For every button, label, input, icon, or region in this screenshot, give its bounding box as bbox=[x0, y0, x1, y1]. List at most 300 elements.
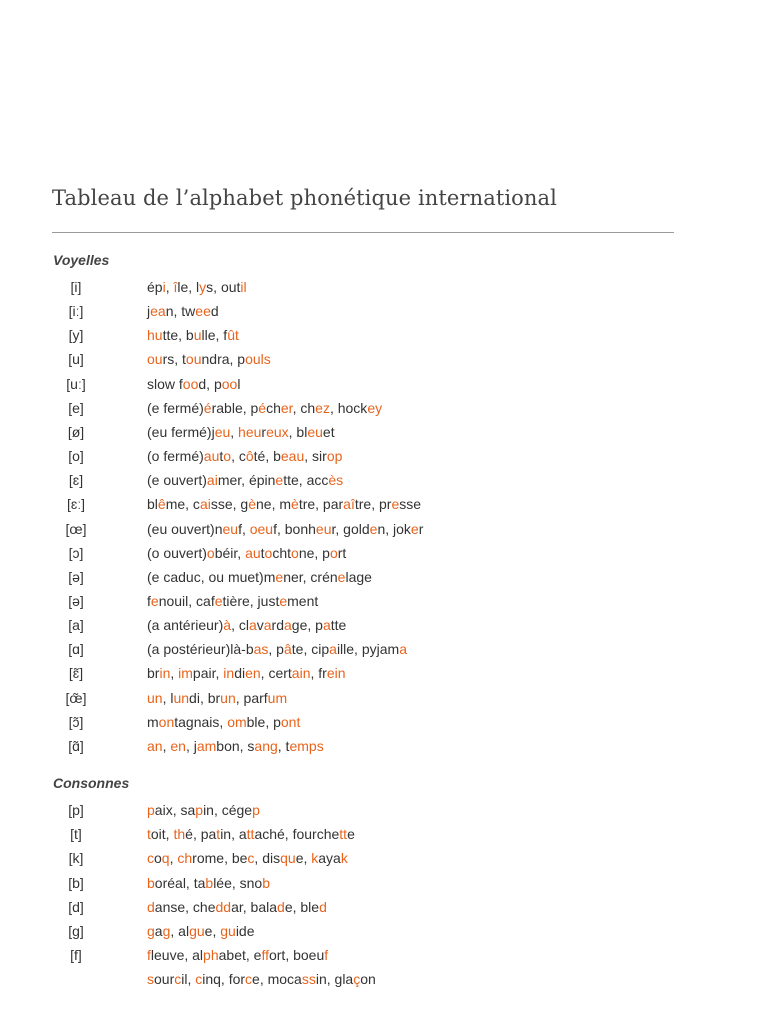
highlighted-letters: oeu bbox=[249, 520, 274, 537]
highlighted-letters: k bbox=[311, 850, 319, 867]
highlighted-letters: am bbox=[196, 737, 217, 754]
plain-letters: (o ouvert) bbox=[147, 544, 207, 561]
plain-letters: ble, p bbox=[246, 713, 281, 730]
highlighted-letters: gu bbox=[189, 922, 205, 939]
plain-letters: lée, sno bbox=[213, 874, 263, 891]
highlighted-letters: op bbox=[326, 448, 343, 464]
highlighted-letters: o bbox=[223, 448, 232, 464]
highlighted-letters: om bbox=[227, 713, 247, 730]
plain-letters: , al bbox=[170, 922, 190, 939]
highlighted-letters: e bbox=[150, 593, 159, 609]
highlighted-letters: e bbox=[369, 520, 378, 537]
table-row bbox=[52, 591, 712, 611]
plain-letters: (eu fermé)j bbox=[147, 423, 215, 440]
plain-letters: tte bbox=[330, 617, 347, 634]
highlighted-letters: q bbox=[161, 850, 170, 867]
table-row bbox=[52, 736, 712, 756]
highlighted-letters: eu bbox=[214, 423, 231, 440]
plain-letters: inq, for bbox=[202, 971, 246, 987]
plain-letters: o bbox=[154, 850, 162, 867]
plain-letters: ille, pyjam bbox=[336, 641, 400, 658]
phonetic-symbol: [e] bbox=[68, 399, 84, 416]
plain-letters: lage bbox=[345, 568, 372, 585]
highlighted-letters: a bbox=[284, 617, 292, 634]
plain-letters: cht bbox=[272, 544, 292, 561]
example-words bbox=[147, 615, 346, 635]
phonetic-symbol: [u] bbox=[68, 351, 84, 368]
highlighted-letters: î bbox=[173, 279, 178, 295]
highlighted-letters: c bbox=[195, 971, 203, 987]
highlighted-letters: gu bbox=[220, 922, 236, 939]
example-words bbox=[147, 639, 407, 659]
highlighted-letters: eux bbox=[266, 423, 289, 440]
plain-letters: ne, p bbox=[298, 544, 330, 561]
highlighted-letters: t bbox=[216, 826, 221, 843]
highlighted-letters: ou bbox=[147, 351, 163, 368]
plain-letters: , p bbox=[268, 641, 284, 658]
plain-letters: ner, crén bbox=[283, 568, 338, 585]
plain-letters: br bbox=[147, 665, 160, 682]
table-row bbox=[52, 921, 712, 941]
plain-letters: , dis bbox=[254, 850, 281, 867]
highlighted-letters: en bbox=[245, 665, 261, 682]
highlighted-letters: oo bbox=[221, 375, 238, 392]
plain-letters: r bbox=[418, 520, 424, 537]
example-words bbox=[147, 349, 271, 369]
table-row bbox=[52, 567, 712, 587]
phonetic-symbol: [ɛ̃] bbox=[68, 665, 84, 682]
highlighted-letters: er bbox=[280, 399, 293, 416]
highlighted-letters: th bbox=[173, 826, 186, 843]
table-row bbox=[52, 824, 712, 844]
table-row bbox=[52, 873, 712, 893]
plain-letters: (e fermé) bbox=[147, 399, 204, 416]
example-words bbox=[147, 398, 382, 418]
highlighted-letters: ez bbox=[315, 399, 330, 416]
phonetic-symbol: [uː] bbox=[66, 375, 86, 392]
plain-letters: oréal, ta bbox=[154, 874, 206, 891]
highlighted-letters: c bbox=[147, 850, 154, 867]
phonetic-symbol: [f] bbox=[70, 946, 82, 963]
table-row bbox=[52, 398, 712, 418]
plain-letters: , bbox=[162, 737, 171, 754]
plain-letters: anse, che bbox=[154, 898, 216, 915]
highlighted-letters: im bbox=[178, 665, 193, 682]
highlighted-letters: a bbox=[322, 617, 331, 634]
example-words bbox=[147, 567, 372, 587]
highlighted-letters: o bbox=[329, 544, 338, 561]
highlighted-letters: e bbox=[275, 568, 284, 585]
plain-letters: (a antérieur) bbox=[147, 617, 224, 634]
plain-letters: té, b bbox=[253, 448, 281, 464]
highlighted-letters: à bbox=[223, 617, 232, 634]
plain-letters: ne, m bbox=[256, 496, 292, 513]
plain-letters: f bbox=[147, 593, 151, 609]
highlighted-letters: e bbox=[279, 593, 288, 609]
highlighted-letters: aî bbox=[343, 496, 355, 513]
plain-letters: leuve, al bbox=[150, 946, 204, 963]
highlighted-letters: k bbox=[340, 850, 348, 867]
plain-letters: pair, bbox=[192, 665, 224, 682]
highlighted-letters: ou bbox=[185, 351, 202, 368]
phonetic-symbol: [ɛ] bbox=[68, 472, 84, 489]
highlighted-letters: ea bbox=[150, 303, 166, 320]
plain-letters: , bbox=[169, 850, 178, 867]
plain-letters: , bbox=[170, 665, 179, 682]
phonetic-symbol: [œ̃] bbox=[65, 689, 87, 706]
plain-letters: , hock bbox=[329, 399, 368, 416]
highlighted-letters: hu bbox=[147, 327, 163, 344]
highlighted-letters: an bbox=[147, 737, 163, 754]
plain-letters: nouil, caf bbox=[158, 593, 215, 609]
plain-letters: ndra, p bbox=[201, 351, 246, 368]
plain-letters: in, gla bbox=[315, 971, 354, 987]
table-row bbox=[52, 543, 712, 563]
plain-letters: rd bbox=[271, 617, 284, 634]
plain-letters: le, l bbox=[177, 279, 200, 295]
phonetic-symbol: [k] bbox=[68, 850, 84, 867]
plain-letters: rome, be bbox=[192, 850, 248, 867]
highlighted-letters: é bbox=[258, 399, 267, 416]
phonetic-symbol: [o] bbox=[68, 448, 84, 464]
highlighted-letters: b bbox=[262, 874, 271, 891]
highlighted-letters: ût bbox=[227, 327, 239, 344]
plain-letters: tte, b bbox=[162, 327, 194, 344]
highlighted-letters: ee bbox=[195, 303, 211, 320]
plain-letters: ge, p bbox=[291, 617, 323, 634]
highlighted-letters: f bbox=[324, 946, 329, 963]
example-words bbox=[147, 446, 342, 466]
table-row bbox=[52, 446, 712, 466]
highlighted-letters: ê bbox=[157, 496, 166, 513]
highlighted-letters: è bbox=[248, 496, 256, 513]
table-row bbox=[52, 615, 712, 635]
table-row bbox=[52, 663, 712, 683]
highlighted-letters: t bbox=[147, 826, 151, 843]
highlighted-letters: p bbox=[252, 802, 260, 818]
table-row bbox=[52, 688, 712, 708]
plain-letters: , cert bbox=[260, 665, 292, 682]
example-words bbox=[147, 374, 240, 394]
plain-letters: e, bbox=[295, 850, 312, 867]
plain-letters: (a postérieur)là-b bbox=[147, 641, 254, 658]
table-row bbox=[52, 969, 712, 989]
plain-letters: j bbox=[147, 303, 151, 320]
plain-letters: ép bbox=[147, 279, 163, 295]
highlighted-letters: c bbox=[247, 850, 255, 867]
table-row bbox=[52, 494, 712, 514]
plain-letters: tre, pr bbox=[354, 496, 392, 513]
highlighted-letters: y bbox=[199, 279, 207, 295]
highlighted-letters: il bbox=[240, 279, 247, 295]
example-words bbox=[147, 422, 335, 442]
highlighted-letters: o bbox=[206, 544, 215, 561]
example-words bbox=[147, 663, 346, 683]
highlighted-letters: a bbox=[399, 641, 407, 658]
highlighted-letters: qu bbox=[280, 850, 296, 867]
plain-letters: t bbox=[219, 448, 224, 464]
phonetic-symbol: [ɔ] bbox=[68, 544, 84, 561]
highlighted-letters: um bbox=[267, 689, 288, 706]
plain-letters: n, tw bbox=[165, 303, 196, 320]
example-words bbox=[147, 736, 324, 756]
highlighted-letters: c bbox=[245, 971, 253, 987]
example-words bbox=[147, 688, 287, 708]
highlighted-letters: au bbox=[203, 448, 220, 464]
section-heading-consonnes: Consonnes bbox=[53, 775, 130, 791]
highlighted-letters: b bbox=[205, 874, 214, 891]
plain-letters: sse bbox=[399, 496, 422, 513]
plain-letters: rt bbox=[337, 544, 347, 561]
plain-letters: aya bbox=[318, 850, 341, 867]
plain-letters: (o fermé) bbox=[147, 448, 204, 464]
plain-letters: on bbox=[360, 971, 376, 987]
plain-letters: , sir bbox=[304, 448, 327, 464]
highlighted-letters: ont bbox=[280, 713, 301, 730]
plain-letters: ide bbox=[235, 922, 255, 939]
plain-letters: , parf bbox=[235, 689, 268, 706]
table-row bbox=[52, 470, 712, 490]
plain-letters: , cl bbox=[231, 617, 249, 634]
plain-letters: tière, just bbox=[222, 593, 280, 609]
plain-letters: mer, épin bbox=[217, 472, 276, 489]
highlighted-letters: u bbox=[193, 327, 202, 344]
plain-letters: rable, p bbox=[211, 399, 259, 416]
example-words bbox=[147, 848, 348, 868]
example-words bbox=[147, 824, 355, 844]
example-words bbox=[147, 800, 260, 820]
example-words bbox=[147, 325, 239, 345]
table-row bbox=[52, 639, 712, 659]
highlighted-letters: o bbox=[264, 544, 273, 561]
phonetic-symbol: [ə] bbox=[68, 593, 84, 609]
plain-letters: e bbox=[347, 826, 355, 843]
highlighted-letters: p bbox=[195, 802, 204, 818]
example-words bbox=[147, 519, 423, 539]
phonetic-symbol: [g] bbox=[68, 922, 84, 939]
plain-letters: a bbox=[154, 922, 163, 939]
plain-letters: ment bbox=[287, 593, 319, 609]
plain-letters: tre, par bbox=[298, 496, 344, 513]
plain-letters: oit, bbox=[150, 826, 174, 843]
plain-letters: di, br bbox=[189, 689, 221, 706]
plain-letters: , bl bbox=[288, 423, 308, 440]
highlighted-letters: o bbox=[291, 544, 299, 561]
highlighted-letters: c bbox=[174, 971, 182, 987]
highlighted-letters: un bbox=[173, 689, 190, 706]
highlighted-letters: e bbox=[337, 568, 346, 585]
highlighted-letters: ch bbox=[177, 850, 193, 867]
plain-letters: béir, bbox=[214, 544, 246, 561]
highlighted-letters: â bbox=[283, 641, 292, 658]
highlighted-letters: g bbox=[162, 922, 171, 939]
example-words bbox=[147, 301, 219, 321]
phonetic-symbol: [œ] bbox=[65, 520, 87, 537]
plain-letters: f, bonh bbox=[273, 520, 316, 537]
plain-letters: , bbox=[165, 279, 174, 295]
highlighted-letters: en bbox=[170, 737, 186, 754]
highlighted-letters: d bbox=[277, 898, 285, 915]
plain-letters: aché, fourche bbox=[254, 826, 340, 843]
highlighted-letters: d bbox=[319, 898, 327, 915]
plain-letters: ort, boeu bbox=[268, 946, 325, 963]
highlighted-letters: ff bbox=[261, 946, 269, 963]
table-row bbox=[52, 519, 712, 539]
table-row bbox=[52, 712, 712, 732]
title-divider bbox=[52, 232, 674, 233]
highlighted-letters: e bbox=[275, 472, 284, 489]
phonetic-symbol: [iː] bbox=[68, 303, 84, 320]
highlighted-letters: un bbox=[147, 689, 163, 706]
plain-letters: v bbox=[256, 617, 264, 634]
highlighted-letters: p bbox=[147, 802, 155, 818]
example-words bbox=[147, 591, 318, 611]
highlighted-letters: eau bbox=[280, 448, 305, 464]
plain-letters: n, jok bbox=[377, 520, 411, 537]
plain-letters: abet, e bbox=[218, 946, 262, 963]
plain-letters: e, bbox=[204, 922, 221, 939]
highlighted-letters: ç bbox=[353, 971, 361, 987]
highlighted-letters: a bbox=[248, 617, 257, 634]
highlighted-letters: è bbox=[291, 496, 299, 513]
table-row bbox=[52, 848, 712, 868]
highlighted-letters: un bbox=[220, 689, 236, 706]
phonetic-symbol: [a] bbox=[68, 617, 84, 634]
plain-letters: r bbox=[261, 423, 267, 440]
highlighted-letters: é bbox=[203, 399, 212, 416]
highlighted-letters: tt bbox=[339, 826, 348, 843]
phonetic-symbol: [d] bbox=[68, 898, 84, 915]
highlighted-letters: e bbox=[391, 496, 400, 513]
plain-letters: l bbox=[237, 375, 241, 392]
plain-letters: , c bbox=[231, 448, 246, 464]
plain-letters: r, gold bbox=[331, 520, 370, 537]
highlighted-letters: e bbox=[410, 520, 419, 537]
highlighted-letters: emps bbox=[289, 737, 324, 754]
example-words bbox=[147, 921, 255, 941]
plain-letters: , j bbox=[185, 737, 197, 754]
example-words bbox=[147, 712, 300, 732]
table-row bbox=[52, 277, 712, 297]
plain-letters: s, out bbox=[206, 279, 241, 295]
highlighted-letters: ès bbox=[328, 472, 344, 489]
plain-letters: m bbox=[147, 713, 159, 730]
plain-letters: lle, f bbox=[201, 327, 228, 344]
highlighted-letters: ein bbox=[326, 665, 346, 682]
highlighted-letters: as bbox=[253, 641, 269, 658]
highlighted-letters: on bbox=[158, 713, 175, 730]
highlighted-letters: b bbox=[147, 874, 155, 891]
highlighted-letters: tt bbox=[246, 826, 255, 843]
plain-letters: in, cége bbox=[203, 802, 253, 818]
plain-letters: (e caduc, ou muet)m bbox=[147, 568, 276, 585]
highlighted-letters: ss bbox=[301, 971, 316, 987]
plain-letters: tagnais, bbox=[174, 713, 228, 730]
highlighted-letters: eu bbox=[222, 520, 239, 537]
phonetic-symbol: [ɑ] bbox=[68, 641, 84, 658]
example-words bbox=[147, 969, 376, 989]
plain-letters: (eu ouvert)n bbox=[147, 520, 223, 537]
table-row bbox=[52, 422, 712, 442]
highlighted-letters: heu bbox=[238, 423, 262, 440]
highlighted-letters: eu bbox=[315, 520, 332, 537]
phonetic-symbol: [y] bbox=[68, 327, 84, 344]
plain-letters: et bbox=[322, 423, 335, 440]
plain-letters: aix, sa bbox=[154, 802, 196, 818]
plain-letters: rs, t bbox=[162, 351, 186, 368]
table-row bbox=[52, 325, 712, 345]
plain-letters: f, bbox=[238, 520, 250, 537]
plain-letters: , ch bbox=[292, 399, 316, 416]
plain-letters: me, c bbox=[165, 496, 200, 513]
plain-letters: d, p bbox=[198, 375, 222, 392]
table-row bbox=[52, 945, 712, 965]
highlighted-letters: a bbox=[263, 617, 272, 634]
highlighted-letters: in bbox=[223, 665, 235, 682]
highlighted-letters: eu bbox=[307, 423, 323, 440]
highlighted-letters: ai bbox=[206, 472, 218, 489]
phonetic-symbol: [i] bbox=[70, 279, 82, 295]
highlighted-letters: a bbox=[329, 641, 337, 658]
table-row bbox=[52, 897, 712, 917]
plain-letters: sse, g bbox=[210, 496, 249, 513]
table-row bbox=[52, 800, 712, 820]
highlighted-letters: in bbox=[159, 665, 171, 682]
plain-letters: t bbox=[260, 544, 265, 561]
phonetic-symbol: [ø] bbox=[67, 423, 85, 440]
table-row bbox=[52, 349, 712, 369]
section-heading-voyelles: Voyelles bbox=[53, 252, 110, 268]
example-words bbox=[147, 470, 343, 490]
plain-letters: , bbox=[230, 423, 239, 440]
example-words bbox=[147, 873, 270, 893]
highlighted-letters: oo bbox=[182, 375, 199, 392]
plain-letters: e, ble bbox=[284, 898, 320, 915]
plain-letters: d bbox=[210, 303, 219, 320]
plain-letters: il, bbox=[181, 971, 196, 987]
highlighted-letters: ô bbox=[245, 448, 254, 464]
highlighted-letters: s bbox=[147, 971, 154, 987]
highlighted-letters: f bbox=[147, 946, 151, 963]
table-row bbox=[52, 374, 712, 394]
highlighted-letters: e bbox=[214, 593, 223, 609]
phonetic-symbol: [ə] bbox=[68, 568, 84, 585]
plain-letters: our bbox=[154, 971, 175, 987]
phonetic-symbol: [ɛː] bbox=[66, 496, 86, 513]
plain-letters: tte, acc bbox=[283, 472, 329, 489]
highlighted-letters: ouls bbox=[245, 351, 271, 368]
plain-letters: , t bbox=[277, 737, 290, 754]
plain-letters: (e ouvert) bbox=[147, 472, 207, 489]
highlighted-letters: i bbox=[162, 279, 166, 295]
plain-letters: , fr bbox=[310, 665, 327, 682]
example-words bbox=[147, 897, 327, 917]
example-words bbox=[147, 277, 247, 297]
plain-letters: slow f bbox=[147, 375, 183, 392]
highlighted-letters: ain bbox=[291, 665, 311, 682]
plain-letters: é, pa bbox=[185, 826, 217, 843]
example-words bbox=[147, 543, 346, 563]
highlighted-letters: ey bbox=[367, 399, 383, 416]
page-title: Tableau de l’alphabet phonétique international bbox=[52, 186, 557, 210]
phonetic-symbol: [b] bbox=[68, 874, 84, 891]
plain-letters: bl bbox=[147, 496, 158, 513]
highlighted-letters: ph bbox=[203, 946, 219, 963]
highlighted-letters: d bbox=[147, 898, 155, 915]
highlighted-letters: ang bbox=[254, 737, 278, 754]
phonetic-symbol: [p] bbox=[68, 802, 84, 818]
highlighted-letters: au bbox=[245, 544, 261, 561]
